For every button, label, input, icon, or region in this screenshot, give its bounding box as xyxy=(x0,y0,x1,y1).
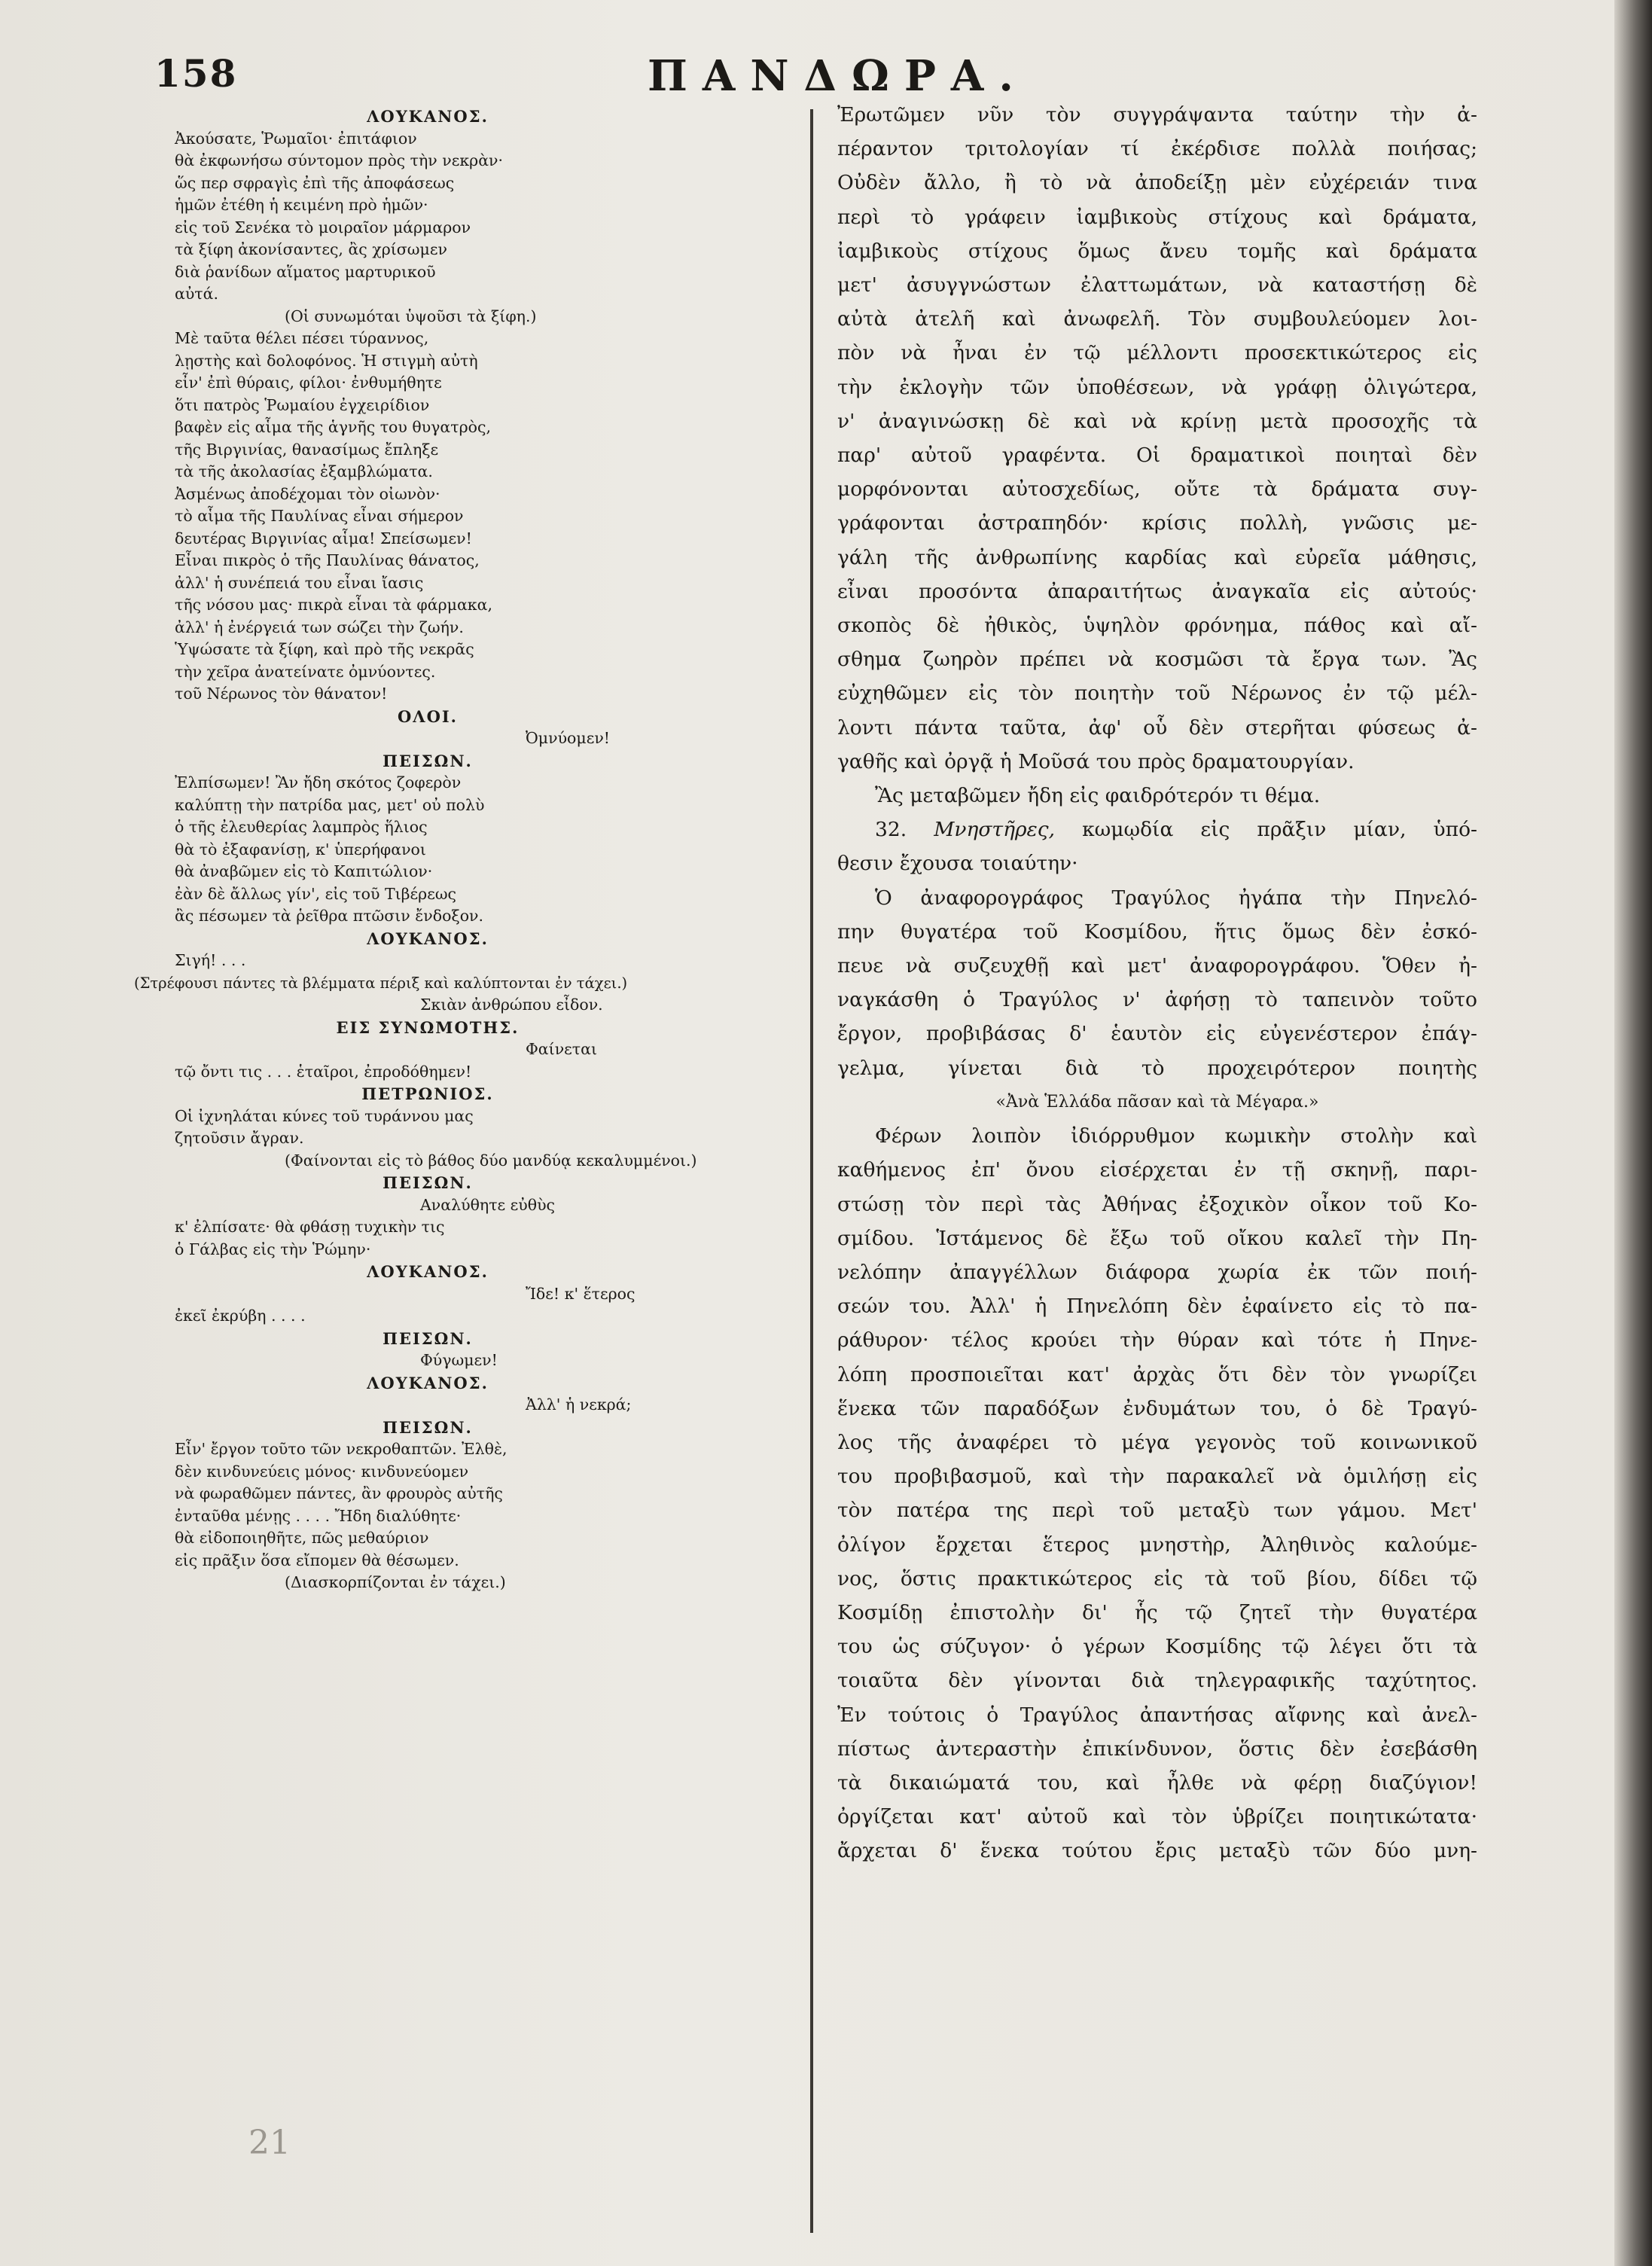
prose-line: Φέρων λοιπὸν ἰδιόρρυθμον κωμικὴν στολὴν καὶ xyxy=(875,1124,1477,1148)
verse-line: ὁ τῆς ἐλευθερίας λαμπρὸς ἥλιος xyxy=(175,818,428,836)
stage-direction: (Στρέφουσι πάντες τὰ βλέμματα πέριξ καὶ καλύπτονται ἐν τάχει.) xyxy=(134,974,628,992)
prose-line: λόπη προσποιεῖται κατ' ἀρχὰς ὅτι δὲν τὸν γνωρίζει xyxy=(837,1362,1477,1386)
prose-line: πέραντον τριτολογίαν τί ἐκέρδισε πολλὰ ποιήσας; xyxy=(837,137,1477,161)
verse-line: Μὲ ταῦτα θέλει πέσει τύραννος, xyxy=(175,329,429,347)
page-edge-shadow xyxy=(1614,0,1652,2266)
verse-line: Εἶν' ἔργον τοῦτο τῶν νεκροθαπτῶν. Ἐλθὲ, xyxy=(175,1440,507,1458)
prose-line: νελόπην ἀπαγγέλλων διάφορα χωρία ἐκ τῶν ποιή- xyxy=(837,1260,1477,1284)
verse-line: Οἱ ἰχνηλάται κύνες τοῦ τυράννου μας xyxy=(175,1106,474,1125)
prose-line: ράθυρον· τέλος κρούει τὴν θύραν καὶ τότε ἡ Πηνε- xyxy=(837,1328,1477,1353)
column-divider xyxy=(810,109,813,2233)
verse-line: ὥς περ σφραγὶς ἐπὶ τῆς ἀποφάσεως xyxy=(175,173,455,192)
prose-line: πην θυγατέρα τοῦ Κοσμίδου, ἥτις ὅμως δὲν ἐσκό- xyxy=(837,920,1477,944)
prose-line: Οὐδὲν ἄλλο, ἢ τὸ νὰ ἀποδείξῃ μὲν εὐχέρειάν τινα xyxy=(837,171,1477,195)
entry-number: 32. xyxy=(875,818,907,842)
speaker-name: ΠΕΙΣΩΝ. xyxy=(383,751,473,770)
verse-line: ἐνταῦθα μένῃς . . . . Ἤδη διαλύθητε· xyxy=(175,1506,462,1525)
speaker-name: ΛΟΥΚΑΝΟΣ. xyxy=(367,929,489,948)
verse-line: Ὀμνύομεν! xyxy=(526,729,611,747)
prose-line: γαθῆς καὶ ὀργᾷ ἡ Μοῦσά του πρὸς δραματουργίαν. xyxy=(837,749,1355,773)
work-title: Μνηστῆρες, xyxy=(934,818,1056,842)
prose-line: νος, ὅστις πρακτικώτερος εἰς τὰ τοῦ βίου, δίδει τῷ xyxy=(837,1566,1477,1590)
verse-line: θὰ ἀναβῶμεν εἰς τὸ Καπιτώλιον· xyxy=(175,862,433,880)
margin-mark: 21 xyxy=(248,2124,291,2162)
page-number: 158 xyxy=(154,51,238,96)
prose-line: παρ' αὐτοῦ γραφέντα. Οἱ δραματικοὶ ποιηταὶ δὲν xyxy=(837,444,1477,468)
prose-line: γάλη τῆς ἀνθρωπίνης καρδίας καὶ εὐρεῖα μάθησις, xyxy=(837,545,1477,569)
verse-line: Ἀκούσατε, Ῥωμαῖοι· ἐπιτάφιον xyxy=(175,129,417,148)
verse-line: εἰς πρᾶξιν ὅσα εἴπομεν θὰ θέσωμεν. xyxy=(175,1551,459,1569)
verse-line: ἐὰν δὲ ἄλλως γίν', εἰς τοῦ Τιβέρεως xyxy=(175,884,457,903)
verse-line: τὰ τῆς ἀκολασίας ἐξαμβλώματα. xyxy=(175,462,433,480)
left-column-play-text xyxy=(134,105,804,2229)
stage-direction: (Οἱ συνωμόται ὑψοῦσι τὰ ξίφη.) xyxy=(285,307,537,325)
prose-text: κωμῳδία εἰς πρᾶξιν μίαν, ὑπό- xyxy=(1082,818,1477,842)
verse-line: Ἀσμένως ἀποδέχομαι τὸν οἰωνὸν· xyxy=(175,484,440,503)
speaker-name: ΠΕΙΣΩΝ. xyxy=(383,1417,473,1437)
verse-line: ὁ Γάλβας εἰς τὴν Ῥώμην· xyxy=(175,1240,371,1258)
verse-line: τὸ αἷμα τῆς Παυλίνας εἶναι σήμερον xyxy=(175,507,464,525)
verse-line: ἐκεῖ ἐκρύβη . . . . xyxy=(175,1307,306,1325)
verse-line: τῷ ὄντι τις . . . ἑταῖροι, ἐπροδόθημεν! xyxy=(175,1062,472,1081)
verse-line: αὐτά. xyxy=(175,285,219,303)
verse-line: τῆς Βιργινίας, θανασίμως ἔπληξε xyxy=(175,440,439,459)
verse-line: θὰ τὸ ἐξαφανίσῃ, κ' ὑπερήφανοι xyxy=(175,840,426,859)
stage-direction: (Φαίνονται εἰς τὸ βάθος δύο μανδύᾳ κεκαλυμμένοι.) xyxy=(285,1151,697,1170)
prose-line: ἰαμβικοὺς στίχους ὅμως ἄνευ τομῆς καὶ δράματα xyxy=(837,239,1477,263)
verse-line: Ἀλλ' ἡ νεκρά; xyxy=(526,1395,632,1414)
verse-line: τὴν χεῖρα ἀνατείνατε ὀμνύοντες. xyxy=(175,662,436,681)
prose-line: περὶ τὸ γράφειν ἰαμβικοὺς στίχους καὶ δράματα, xyxy=(837,205,1477,229)
prose-line: ναγκάσθη ὁ Τραγύλος ν' ἀφήσῃ τὸ ταπεινὸν τοῦτο xyxy=(837,988,1477,1012)
prose-line: καθήμενος ἐπ' ὄνου εἰσέρχεται ἐν τῇ σκηνῇ, παρι- xyxy=(837,1158,1477,1182)
verse-line: Φύγωμεν! xyxy=(420,1351,498,1369)
prose-line: ὀλίγον ἔρχεται ἕτερος μνηστὴρ, Ἀληθινὸς καλούμε- xyxy=(837,1533,1477,1557)
verse-line: νὰ φωραθῶμεν πάντες, ἂν φρουρὸς αὐτῆς xyxy=(175,1484,503,1502)
prose-line: πίστως ἀντεραστὴν ἐπικίνδυνον, ὅστις δὲν ἐσεβάσθη xyxy=(837,1737,1477,1761)
speaker-name: ΠΕΤΡΩΝΙΟΣ. xyxy=(361,1084,494,1103)
verse-line: εἰς τοῦ Σενέκα τὸ μοιραῖον μάρμαρον xyxy=(175,218,471,236)
prose-line: στώσῃ τὸν περὶ τὰς Ἀθήνας ἐξοχικὸν οἶκον τοῦ Κο- xyxy=(837,1192,1477,1216)
speaker-name: ΛΟΥΚΑΝΟΣ. xyxy=(367,107,489,126)
stage-direction: (Διασκορπίζονται ἐν τάχει.) xyxy=(285,1573,506,1591)
prose-line: μετ' ἀσυγγνώστων ἐλαττωμάτων, νὰ καταστήσῃ δὲ xyxy=(837,273,1477,297)
speaker-name: ΠΕΙΣΩΝ. xyxy=(383,1328,473,1348)
prose-line: πὸν νὰ ἦναι ἐν τῷ μέλλοντι προσεκτικώτερος εἰς xyxy=(837,341,1477,365)
verse-line: Σκιὰν ἀνθρώπου εἶδον. xyxy=(420,996,603,1014)
verse-line: τῆς νόσου μας· πικρὰ εἶναι τὰ φάρμακα, xyxy=(175,596,492,614)
verse-line: καλύπτῃ τὴν πατρίδα μας, μετ' οὐ πολὺ xyxy=(175,795,485,814)
prose-line: Ἂς μεταβῶμεν ἤδη εἰς φαιδρότερόν τι θέμα. xyxy=(875,784,1321,808)
prose-line: ἄρχεται δ' ἕνεκα τούτου ἔρις μεταξὺ τῶν δύο μνη- xyxy=(837,1839,1477,1863)
prose-line: θεσιν ἔχουσα τοιαύτην· xyxy=(837,852,1078,876)
verse-line: ἀλλ' ἡ ἐνέργειά των σώζει τὴν ζωήν. xyxy=(175,618,464,636)
running-title: ΠΑΝΔΩΡΑ. xyxy=(648,51,1029,101)
speaker-name: ΛΟΥΚΑΝΟΣ. xyxy=(367,1373,489,1392)
prose-line: ν' ἀναγινώσκῃ δὲ καὶ νὰ κρίνῃ μετὰ προσοχῆς τὰ xyxy=(837,409,1477,433)
speaker-name: ΠΕΙΣΩΝ. xyxy=(383,1173,473,1192)
verse-line: τὰ ξίφη ἀκονίσαντες, ἂς χρίσωμεν xyxy=(175,240,447,258)
verse-line: Αναλύθητε εὐθὺς xyxy=(420,1195,556,1214)
verse-line: Φαίνεται xyxy=(526,1040,597,1058)
prose-line: Ἐρωτῶμεν νῦν τὸν συγγράψαντα ταύτην τὴν ἀ- xyxy=(837,103,1477,127)
prose-line: τοιαῦτα δὲν γίνονται διὰ τηλεγραφικῆς ταχύτητος. xyxy=(837,1669,1477,1693)
verse-line: Σιγή! . . . xyxy=(175,951,246,969)
prose-line: σμίδου. Ἱστάμενος δὲ ἔξω τοῦ οἴκου καλεῖ τὴν Πη- xyxy=(837,1226,1477,1250)
prose-line: τὰ δικαιώματά του, καὶ ἦλθε νὰ φέρῃ διαζύγιον! xyxy=(837,1770,1477,1795)
prose-line: τὴν ἐκλογὴν τῶν ὑποθέσεων, νὰ γράφῃ ὀλιγώτερα, xyxy=(837,375,1477,399)
verse-line: κ' ἐλπίσατε· θὰ φθάσῃ τυχικὴν τις xyxy=(175,1218,445,1236)
verse-line: θὰ εἰδοποιηθῆτε, πῶς μεθαύριον xyxy=(175,1529,429,1547)
prose-line: ἔργον, προβιβάσας δ' ἑαυτὸν εἰς εὐγενέστερον ἐπάγ- xyxy=(837,1022,1477,1046)
speaker-name: ΟΛΟΙ. xyxy=(397,706,458,726)
prose-line: μορφόνονται αὐτοσχεδίως, οὔτε τὰ δράματα συγ- xyxy=(837,477,1477,502)
prose-line: γράφονται ἀστραπηδόν· κρίσις πολλὴ, γνῶσις με- xyxy=(837,511,1477,535)
verse-line: δὲν κινδυνεύεις μόνος· κινδυνεύομεν xyxy=(175,1462,469,1481)
prose-line: ἕνεκα τῶν παραδόξων ἐνδυμάτων του, ὁ δὲ Τραγύ- xyxy=(837,1396,1477,1420)
verse-line: Ἐλπίσωμεν! Ἂν ἤδη σκότος ζοφερὸν xyxy=(175,773,462,791)
right-column-review-text xyxy=(837,98,1477,2244)
quotation-line: «Ἀνὰ Ἑλλάδα πᾶσαν καὶ τὰ Μέγαρα.» xyxy=(995,1092,1319,1112)
prose-line: Ἐν τούτοις ὁ Τραγύλος ἀπαντήσας αἴφνης καὶ ἀνελ- xyxy=(837,1703,1477,1727)
verse-line: ζητοῦσιν ἄγραν. xyxy=(175,1129,304,1147)
verse-line: ἀλλ' ἡ συνέπειά του εἶναι ἴασις xyxy=(175,573,424,592)
verse-line: Ἴδε! κ' ἕτερος xyxy=(526,1284,636,1303)
prose-line: τὸν πατέρα της περὶ τοῦ μεταξὺ των γάμου. Μετ' xyxy=(837,1499,1477,1523)
verse-line: ὅτι πατρὸς Ῥωμαίου ἐγχειρίδιον xyxy=(175,395,430,414)
verse-line: τοῦ Νέρωνος τὸν θάνατον! xyxy=(175,685,388,703)
prose-line: του προβιβασμοῦ, καὶ τὴν παρακαλεῖ νὰ ὁμιλήσῃ εἰς xyxy=(837,1465,1477,1489)
verse-line: θὰ ἐκφωνήσω σύντομον πρὸς τὴν νεκρὰν· xyxy=(175,151,504,169)
prose-line: εἶναι προσόντα ἀπαραιτήτως ἀναγκαῖα εἰς αὐτούς· xyxy=(837,579,1477,603)
prose-line: λος τῆς ἀναφέρει τὸ μέγα γεγονὸς τοῦ κοινωνικοῦ xyxy=(837,1430,1477,1454)
prose-line: ὀργίζεται κατ' αὐτοῦ καὶ τὸν ὑβρίζει ποιητικώτατα· xyxy=(837,1805,1477,1829)
verse-line: ἂς πέσωμεν τὰ ῥεῖθρα πτῶσιν ἔνδοξον. xyxy=(175,907,484,925)
prose-line: του ὡς σύζυγον· ὁ γέρων Κοσμίδης τῷ λέγει ὅτι τὰ xyxy=(837,1635,1477,1659)
verse-line: εἶν' ἐπὶ θύραις, φίλοι· ἐνθυμήθητε xyxy=(175,374,442,392)
prose-line: αὐτὰ ἀτελῆ καὶ ἀνωφελῆ. Τὸν συμβουλεύομεν λοι- xyxy=(837,307,1477,331)
prose-line: λοντι πάντα ταῦτα, ἀφ' οὗ δὲν στερῆται φύσεως ἀ- xyxy=(837,715,1477,740)
prose-line: γελμα, γίνεται διὰ τὸ προχειρότερον ποιητὴς xyxy=(837,1056,1477,1080)
speaker-name: ΕΙΣ ΣΥΝΩΜΟΤΗΣ. xyxy=(336,1017,520,1037)
verse-line: δευτέρας Βιργινίας αἷμα! Σπείσωμεν! xyxy=(175,529,472,547)
verse-line: διὰ ῥανίδων αἵματος μαρτυρικοῦ xyxy=(175,262,436,281)
verse-line: ἡμῶν ἐτέθη ἡ κειμένη πρὸ ἡμῶν· xyxy=(175,196,428,214)
prose-line: Ὁ ἀναφορογράφος Τραγύλος ἠγάπα τὴν Πηνελό- xyxy=(875,886,1477,910)
verse-line: βαφὲν εἰς αἷμα τῆς ἁγνῆς του θυγατρὸς, xyxy=(175,418,491,436)
prose-line: πευε νὰ συζευχθῇ καὶ μετ' ἀναφορογράφου. Ὅθεν ἠ- xyxy=(837,954,1477,978)
prose-line: σεών του. Ἀλλ' ἡ Πηνελόπη δὲν ἐφαίνετο εἰς τὸ πα- xyxy=(837,1295,1477,1319)
prose-line xyxy=(837,813,1477,846)
speaker-name: ΛΟΥΚΑΝΟΣ. xyxy=(367,1262,489,1281)
prose-line: εὐχηθῶμεν εἰς τὸν ποιητὴν τοῦ Νέρωνος ἐν τῷ μέλ- xyxy=(837,682,1477,706)
verse-line: Εἶναι πικρὸς ὁ τῆς Παυλίνας θάνατος, xyxy=(175,551,480,569)
prose-line: σκοπὸς δὲ ἠθικὸς, ὑψηλὸν φρόνημα, πάθος καὶ αἴ- xyxy=(837,614,1477,638)
prose-line: σθημα ζωηρὸν πρέπει νὰ κοσμῶσι τὰ ἔργα των. Ἂς xyxy=(837,648,1477,672)
verse-line: λῃστὴς καὶ δολοφόνος. Ἡ στιγμὴ αὐτὴ xyxy=(175,351,478,370)
prose-line: Κοσμίδῃ ἐπιστολὴν δι' ἧς τῷ ζητεῖ τὴν θυγατέρα xyxy=(837,1600,1477,1624)
verse-line: Ὑψώσατε τὰ ξίφη, καὶ πρὸ τῆς νεκρᾶς xyxy=(175,640,474,658)
